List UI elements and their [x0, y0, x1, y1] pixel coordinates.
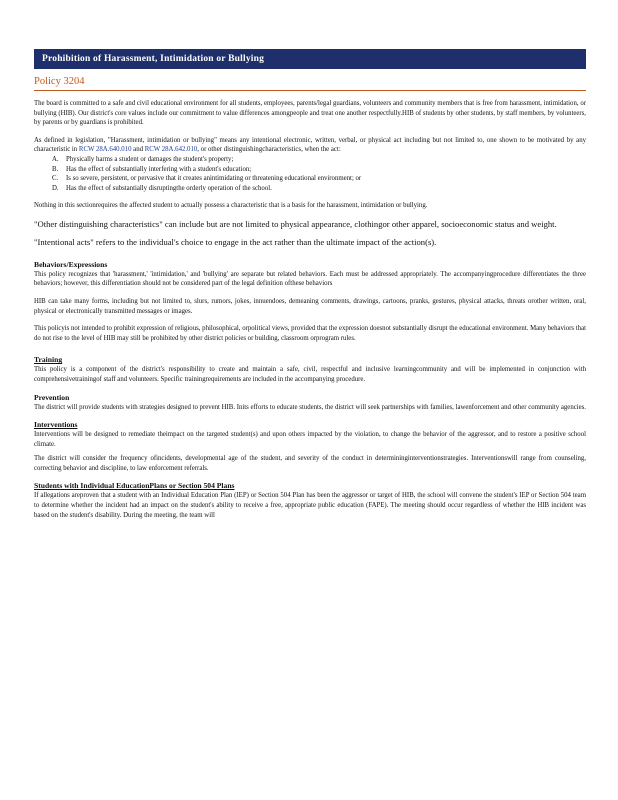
- intro-paragraph: The board is committed to a safe and civil educational environment for all students, employees, parents/legal guardians, volunteers and community members that is free from harassment, intimidation, or bullying (HIB). Our district's core values include our commitment to value differences amongpeople and treat one another respectfully.HIB of students by other students, by staff members, by volunteers, by parents or by guardians is prohibited.: [34, 100, 586, 127]
- training-paragraph: This policy is a component of the district's responsibility to create and maintain a safe, civil, respectful and inclusive learningcommunity and will be implemented in conjunction with comprehensivetrainingof staff and volunteers. Specific trainingrequirements are included in the accompanying procedure.: [34, 366, 586, 383]
- list-item: [52, 165, 586, 175]
- definition-paragraph: [34, 136, 586, 155]
- intentional-acts-paragraph: "Intentional acts" refers to the individual's choice to engage in the act rather than the ultimate impact of the action(s).: [34, 237, 437, 248]
- nothing-paragraph: Nothing in this sectionrequires the affected student to actually possess a characteristic that is a basis for the harassment, intimidation or bullying.: [34, 202, 428, 210]
- list-letter: D.: [52, 184, 59, 192]
- training-heading: Training: [34, 355, 63, 365]
- list-item: [52, 174, 586, 184]
- prevention-paragraph: The district will provide students with strategies designed to prevent HIB. Inits efforts to educate students, the district will seek partnerships with families, lawenforcement and other community agencies.: [34, 403, 586, 411]
- policy-title-bar: [34, 49, 586, 69]
- list-text: Physically harms a student or damages the student's property;: [66, 155, 234, 163]
- list-text: Has the effect of substantially interfering with a student's education;: [66, 165, 252, 173]
- list-item: [52, 184, 586, 194]
- interventions-strategies-paragraph: The district will consider the frequency ofincidents, developmental age of the student, and severity of the conduct in determininginterventionstrategies. Interventionswill range from counseling, correcting behavior and discipline, to law enforcement referrals.: [34, 455, 586, 472]
- definition-tail: , or other distinguishingcharacteristics, when the act:: [197, 146, 341, 154]
- expression-paragraph: This policyis not intended to prohibit expression of religious, philosophical, orpolitical views, provided that the expression doesnot substantially disrupt the educational environment. Many behaviors that do not rise to the level of HIB may still be prohibited by other district policies or building, classroom orprogram rules.: [34, 325, 586, 342]
- definition-and: and: [131, 146, 145, 154]
- behaviors-heading: Behaviors/Expressions: [34, 259, 108, 269]
- definition-list: [34, 155, 586, 193]
- list-text: Is so severe, persistent, or pervasive that it creates anintimidating or threatening educational environment; or: [66, 175, 362, 183]
- list-letter: A.: [52, 155, 59, 163]
- interventions-heading: Interventions: [34, 420, 78, 430]
- students-504-heading: Students with Individual EducationPlans or Section 504 Plans: [34, 481, 235, 491]
- interventions-paragraph: Interventions will be designed to remediate theimpact on the targeted student(s) and upon others impacted by the violation, to change the behavior of the aggressor, and to restore a positive school climate.: [34, 431, 586, 448]
- students-504-paragraph: If allegations areproven that a student with an Individual Education Plan (IEP) or Section 504 Plan has been the aggressor or target of HIB, the school will convene the student's IEP or Section 504 team to determine whether the incident had an impact on the student's ability to receive a free, appropriate public education (FAPE). The meeting should occur regardless of whether the HIB incident was based on the student's disability. During the meeting, the team will: [34, 492, 586, 519]
- list-text: Has the effect of substantially disruptingthe orderly operation of the school.: [66, 184, 272, 192]
- characteristics-paragraph: "Other distinguishing characteristics" can include but are not limited to physical appearance, clothingor other apparel, socioeconomic status and weight.: [34, 218, 557, 229]
- list-letter: C.: [52, 175, 59, 183]
- list-item: [52, 155, 586, 165]
- forms-paragraph: HIB can take many forms, including but not limited to, slurs, rumors, jokes, innuendoes, demeaning comments, drawings, cartoons, pranks, gestures, physical attacks, threats orother written, oral, physical or electronically transmitted messages or images.: [34, 297, 586, 315]
- rcw-link-640[interactable]: RCW 28A.640.010: [78, 146, 132, 154]
- policy-page: [34, 49, 586, 520]
- rcw-link-642[interactable]: RCW 28A.642.010: [144, 146, 198, 154]
- behaviors-paragraph: This policy recognizes that 'harassment,' 'intimidation,' and 'bullying' are separate but related behaviors. Each must be addressed appropriately. The accompanyingprocedure differentiates the three behaviors; however, this differentiation should not be considered part of the legal definition ofthese behaviors: [34, 270, 586, 288]
- list-letter: B.: [52, 165, 59, 173]
- policy-title: Prohibition of Harassment, Intimidation or Bullying: [42, 54, 265, 64]
- definition-text: As defined in legislation, "Harassment, intimidation or bullying" means any intentional electronic, written, verbal, or physical act including but not limited to, one shown to be motivated by any characteristic in: [34, 136, 586, 154]
- policy-number: Policy 3204: [34, 76, 586, 91]
- prevention-heading: Prevention: [34, 392, 70, 402]
